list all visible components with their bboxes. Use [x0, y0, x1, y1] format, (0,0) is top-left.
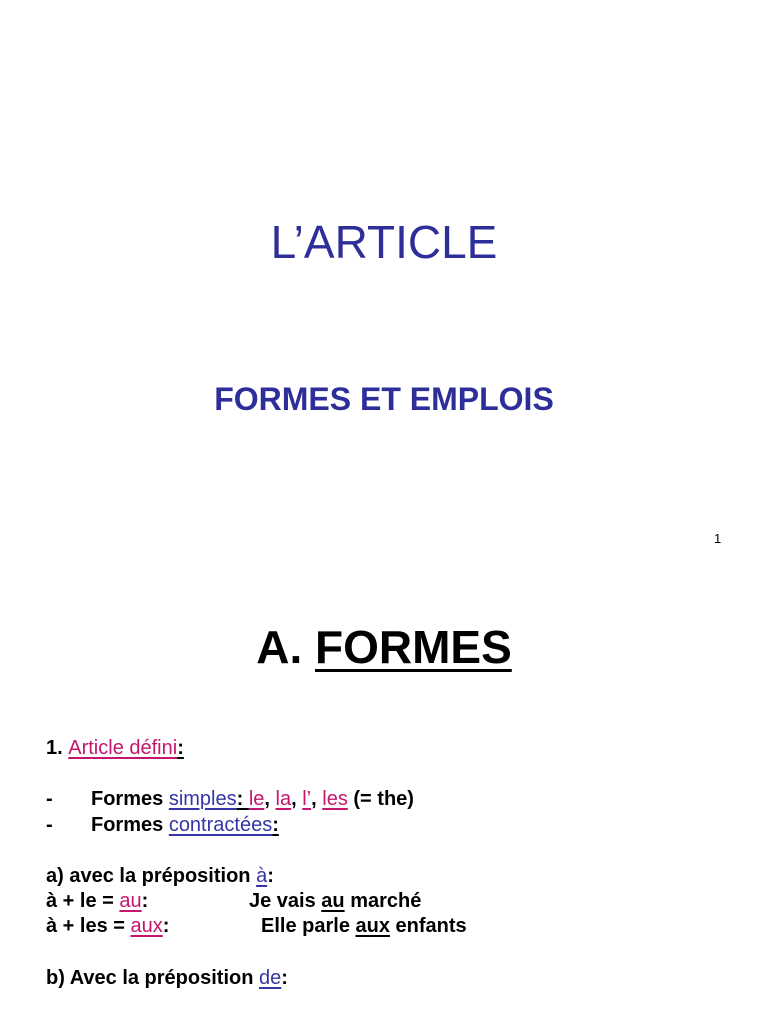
subsection-colon: :: [281, 967, 288, 989]
article-le: le: [248, 788, 265, 810]
bullet-dash: -: [46, 814, 53, 836]
contractees-word: contractées: [168, 814, 273, 836]
section-prefix: A.: [256, 621, 315, 673]
formula: à + les =: [46, 915, 131, 937]
bullet-text: Formes: [91, 788, 169, 810]
example-a-le: [46, 890, 726, 913]
example-aux: aux: [355, 915, 390, 937]
separator: ,: [311, 788, 323, 810]
bullet-rest: (= the): [347, 788, 414, 810]
example-sentence: [261, 915, 467, 938]
bullet-text: Formes: [91, 814, 169, 836]
example-sentence: [249, 890, 421, 913]
subsection-a-text: a) avec la préposition: [46, 865, 257, 887]
contractees-colon: :: [272, 814, 279, 836]
item-colon: :: [177, 737, 184, 759]
subsection-colon: :: [267, 865, 274, 887]
article-les: les: [322, 788, 348, 810]
formula-colon: :: [162, 915, 170, 937]
simples-word: simples: [168, 788, 237, 810]
article-defini-label: Article défini: [68, 737, 178, 759]
simples-colon: :: [236, 788, 249, 810]
contraction-au: au: [119, 890, 142, 912]
bullet-content: [91, 814, 279, 837]
bullet-content: [91, 788, 414, 811]
article-la: la: [275, 788, 292, 810]
separator: ,: [291, 788, 303, 810]
document-title: L’ARTICLE: [270, 216, 498, 268]
item-number: 1.: [46, 737, 69, 759]
item-1-article-defini: [46, 737, 184, 760]
sentence-end: marché: [344, 890, 422, 912]
example-au: au: [321, 890, 345, 912]
preposition-de: de: [259, 967, 282, 989]
subsection-b: [46, 967, 288, 990]
example-a-les: [46, 915, 726, 938]
subsection-b-text: b) Avec la préposition: [46, 967, 259, 989]
preposition-a: à: [256, 865, 268, 887]
article-l: l’: [302, 788, 312, 810]
section-heading: [0, 620, 768, 674]
formula-colon: :: [141, 890, 149, 912]
formula: à + le =: [46, 890, 120, 912]
separator: ,: [264, 788, 276, 810]
contraction-aux: aux: [130, 915, 163, 937]
bullet-dash: -: [46, 788, 53, 810]
sentence-start: Elle parle: [261, 915, 356, 937]
sentence-start: Je vais: [249, 890, 322, 912]
document-subtitle: FORMES ET EMPLOIS: [214, 381, 554, 417]
subsection-a: [46, 865, 274, 888]
page-number: 1: [714, 531, 722, 546]
sentence-end: enfants: [389, 915, 467, 937]
section-heading-text: FORMES: [315, 621, 512, 673]
